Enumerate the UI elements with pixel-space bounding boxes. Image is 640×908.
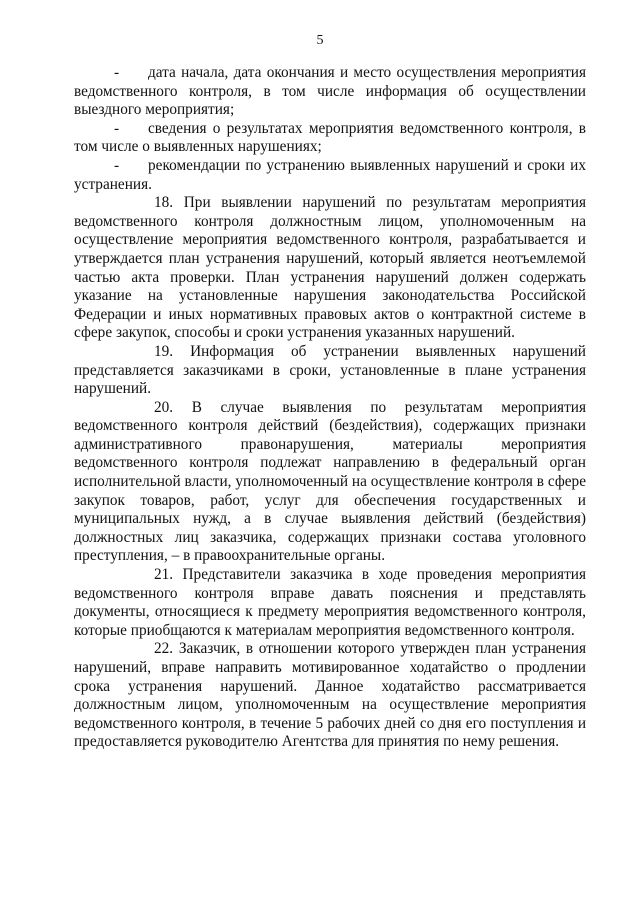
bullet-dash: - [114,119,120,137]
paragraph-19 [74,343,586,399]
bullet-dash: - [114,156,120,174]
paragraph-number: 22. [154,640,174,658]
paragraph-22 [74,640,586,752]
paragraph-21 [74,566,586,640]
bullet-dash: - [114,64,120,81]
paragraph-text: Представители заказчика в ходе проведения мероприятия ведомственного контроля вправе давать пояснения и представлять документы, относящиеся к предмету мероприятия ведомственного контроля, которые приобщаются к материалам мероприятия ведомственного контроля. [74,566,586,639]
paragraph-number: 18. [154,194,174,212]
paragraph-text: В случае выявления по результатам мероприятия ведомственного контроля действий (бездействия), содержащих признаки административного правонарушения, материалы мероприятия ведомственного контроля подлежат направлению в федеральный орган исполнительной власти, уполномоченный на осуществление контроля в сфере закупок товаров, работ, услуг для обеспечения государственных и муниципальных нужд, а в случае выявления действий (бездействия) должностных лиц заказчика, содержащих признаки состава уголовного преступления, – в правоохранительные органы. [74,398,587,565]
list-item [74,120,586,157]
list-item-text: сведения о результатах мероприятия ведомственного контроля, в том числе о выявленных нарушениях; [74,119,586,156]
list-item [74,64,586,120]
paragraph-18 [74,194,586,343]
paragraph-20 [74,399,586,566]
list-item-text: дата начала, дата окончания и место осуществления мероприятия ведомственного контроля, в том числе информация об осуществлении выездного мероприятия; [74,64,586,119]
paragraph-text: Информация об устранении выявленных нарушений представляется заказчиками в сроки, установленные в плане устранения нарушений. [74,342,586,398]
page-number: 5 [316,33,324,48]
paragraph-number: 19. [154,342,174,360]
list-item-text: рекомендации по устранению выявленных нарушений и сроки их устранения. [74,156,586,193]
paragraph-text: При выявлении нарушений по результатам мероприятия ведомственного контроля должностным лицом, уполномоченным на осуществление мероприятия ведомственного контроля, разрабатывается и утверждается план устранения нарушений, который является неотъемлемой частью акта проверки. План устранения нарушений должен содержать указание на установленные нарушения законодательства Российской Федерации и иных нормативных правовых актов о контрактной системе в сфере закупок, способы и сроки устранения указанных нарушений. [74,194,586,342]
paragraph-number: 20. [154,398,174,416]
paragraph-text: Заказчик, в отношении которого утвержден план устранения нарушений, вправе направить мотивированное ходатайство о продлении срока устранения нарушений. Данное ходатайство рассматривается должностным лицом, уполномоченным на осуществление мероприятия ведомственного контроля, в течение 5 рабочих дней со дня его поступления и предоставляется руководителю Агентства для принятия по нему решения. [74,640,586,751]
document-body [74,64,586,752]
paragraph-number: 21. [154,566,174,584]
list-item [74,157,586,194]
